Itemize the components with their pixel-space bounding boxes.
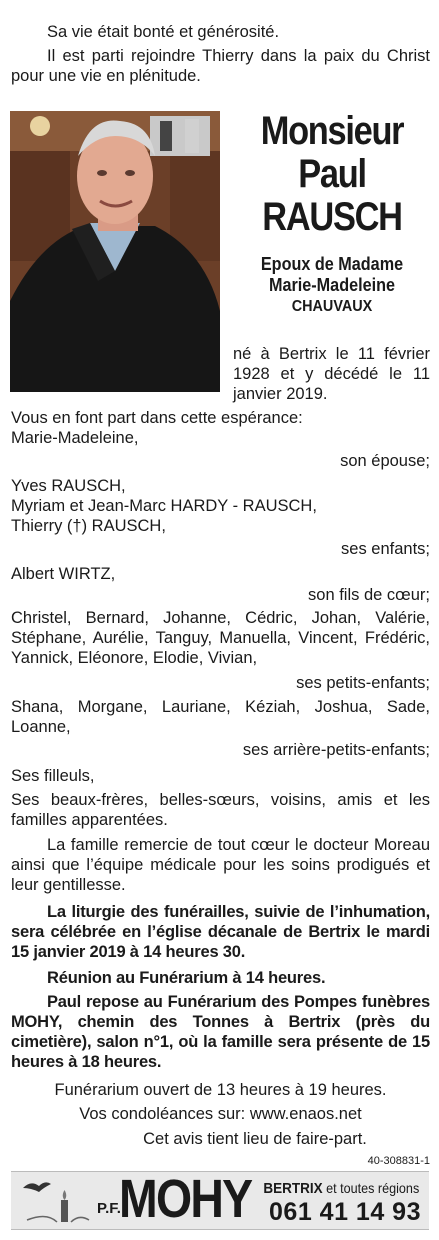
- child-2: Myriam et Jean-Marc HARDY - RAUSCH,: [11, 497, 317, 515]
- town-label: [263, 1180, 419, 1197]
- deceased-name-heading: [243, 110, 422, 239]
- heart-son-name: Albert WIRTZ,: [11, 565, 116, 583]
- last-name: RAUSCH: [262, 195, 402, 239]
- phone-number: 061 41 14 93: [269, 1198, 421, 1226]
- relatives-line: Ses beaux-frères, belles-sœurs, voisins, amis et les familles apparentées.: [11, 791, 430, 829]
- wife-role: son épouse;: [340, 452, 430, 470]
- town-name: BERTRIX: [263, 1180, 323, 1197]
- notice-line: Cet avis tient lieu de faire-part.: [143, 1130, 367, 1148]
- civility: Monsieur: [260, 109, 404, 153]
- child-3: Thierry (†) RAUSCH,: [11, 517, 166, 535]
- meeting-line: Réunion au Funérarium à 14 heures.: [47, 969, 326, 987]
- brand-name: MOHY: [119, 1169, 252, 1229]
- funeral-home-banner: [11, 1171, 429, 1230]
- intro-line-2: Il est parti rejoindre Thierry dans la paix du Christ pour une vie en plénitude.: [11, 47, 430, 85]
- reference-number: 40-308831-1: [367, 1155, 430, 1167]
- family-intro: Vous en font part dans cette espérance:: [11, 409, 303, 427]
- grandchildren-role: ses petits-enfants;: [296, 674, 430, 692]
- birth-death-text: né à Bertrix le 11 février 1928 et y décédé le 11 janvier 2019.: [233, 345, 430, 403]
- condolences-line: Vos condoléances sur: www.enaos.net: [79, 1105, 362, 1123]
- grandchildren-names: Christel, Bernard, Johanne, Cédric, Johan, Valérie, Stéphane, Aurélie, Tanguy, Manuella, Vincent, Frédéric, Yannick, Eléonore, Elodie, Vivian,: [11, 609, 430, 667]
- rest-paragraph: Paul repose au Funérarium des Pompes funèbres MOHY, chemin des Tonnes à Bertrix (près du cimetière), salon n°1, où la famille sera présente de 15 heures à 18 heures.: [11, 993, 430, 1071]
- godchildren-line: Ses filleuls,: [11, 767, 95, 785]
- deceased-portrait-photo: [10, 111, 220, 392]
- children-role: ses enfants;: [341, 540, 430, 558]
- candle-dove-icon: [17, 1176, 93, 1226]
- child-1: Yves RAUSCH,: [11, 477, 126, 495]
- great-grandchildren-role: ses arrière-petits-enfants;: [242, 741, 430, 759]
- heart-son-role: son fils de cœur;: [308, 586, 430, 604]
- wife-name: Marie-Madeleine,: [11, 429, 139, 447]
- funerarium-hours: Funérarium ouvert de 13 heures à 19 heures.: [54, 1081, 387, 1099]
- liturgy-paragraph: La liturgie des funérailles, suivie de l’inhumation, sera célébrée en l’église décanale de Bertrix le mardi 15 janvier 2019 à 14 heures 30.: [11, 903, 430, 961]
- spouse-line-3: CHAUVAUX: [291, 298, 373, 315]
- pf-label: P.F.: [97, 1200, 121, 1217]
- spouse-block: [238, 254, 425, 317]
- thanks-paragraph: La famille remercie de tout cœur le docteur Moreau ainsi que l’équipe médicale pour les soins prodigués et leur gentillesse.: [11, 836, 430, 894]
- town-suffix: et toutes régions: [325, 1180, 419, 1196]
- spouse-line-2: Marie-Madeleine: [268, 275, 396, 295]
- intro-line-1: Sa vie était bonté et générosité.: [47, 23, 280, 41]
- great-grandchildren-names: Shana, Morgane, Lauriane, Kéziah, Joshua, Sade, Loanne,: [11, 698, 430, 736]
- first-name: Paul: [298, 152, 366, 196]
- spouse-line-1: Epoux de Madame: [260, 254, 404, 274]
